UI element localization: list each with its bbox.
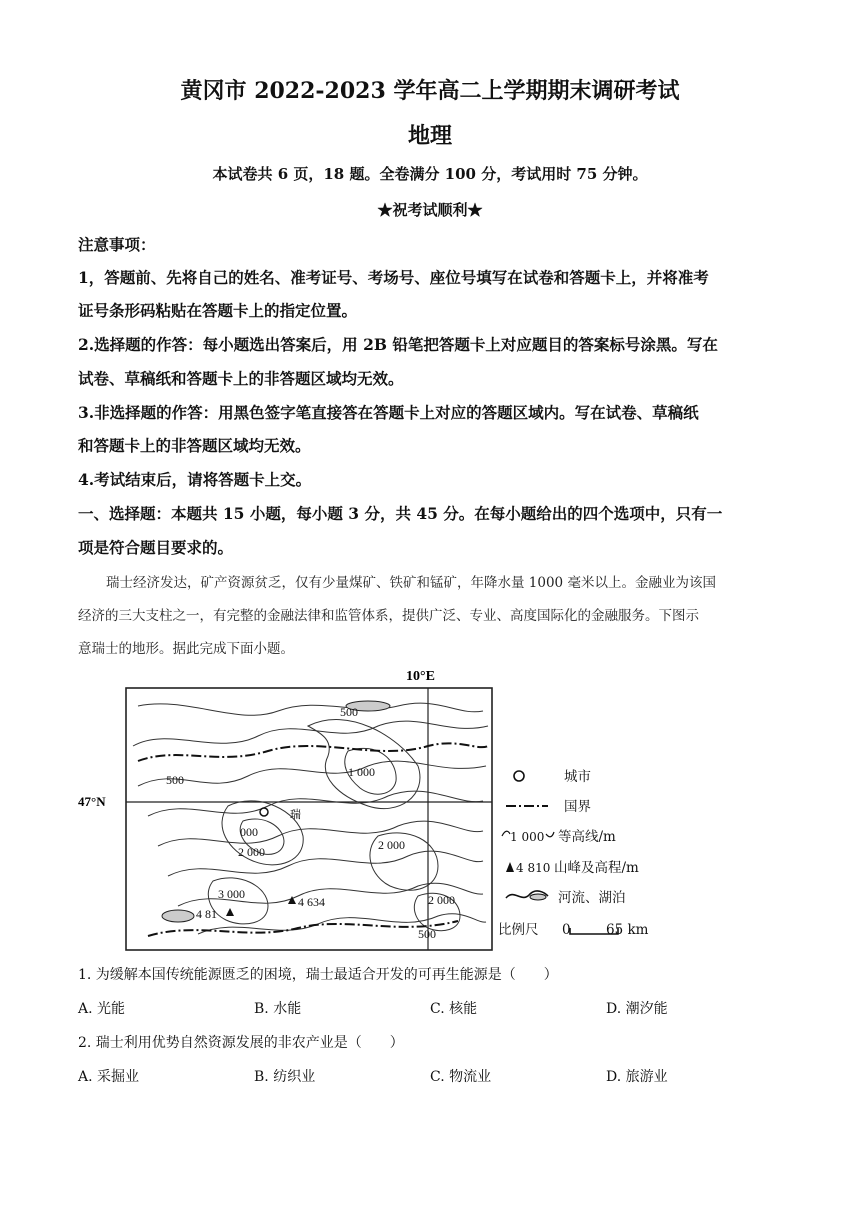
answer-option[interactable]: D. 潮汐能 (606, 1001, 668, 1017)
lat-label: 47°N (78, 794, 106, 809)
city-circle-icon (514, 771, 524, 781)
notes-line: 和答题卡上的非答题区域均无效。 (78, 436, 311, 455)
answer-option[interactable]: B. 水能 (254, 1001, 302, 1017)
exam-title: 黄冈市 2022-2023 学年高二上学期期末调研考试 (180, 78, 680, 104)
switzerland-topographic-map (78, 666, 678, 956)
notes-line: 试卷、草稿纸和答题卡上的非答题区域均无效。 (78, 369, 404, 388)
contour-label: 500 (418, 927, 436, 941)
scale-zero: 0 (562, 922, 571, 938)
subject-title: 地理 (407, 123, 452, 149)
scale-value: 65 km (606, 922, 649, 938)
exam-info: 本试卷共 6 页，18 题。全卷满分 100 分，考试用时 75 分钟。 (212, 165, 648, 183)
lon-label: 10°E (406, 669, 435, 684)
answer-option[interactable]: A. 光能 (78, 1001, 126, 1017)
contour-label: 2 000 (238, 845, 265, 859)
legend-label: 山峰及高程/m (554, 860, 639, 876)
question-stem: 2. 瑞士利用优势自然资源发展的非农产业是（ ） (78, 1035, 404, 1051)
notes-line: 证号条形码粘贴在答题卡上的指定位置。 (78, 301, 358, 320)
contour-label: 000 (240, 825, 258, 839)
contour-label: 500 (340, 705, 358, 719)
contour-label: 2 000 (428, 893, 455, 907)
scale-label: 比例尺 (498, 922, 539, 938)
national-border (138, 743, 488, 761)
legend-label: 河流、湖泊 (558, 890, 626, 906)
contour-label: 2 000 (378, 838, 405, 852)
notes-line: 3.非选择题的作答：用黑色签字笔直接答在答题卡上对应的答题区域内。写在试卷、草稿纸 (78, 403, 699, 422)
contour-label: 1 000 (348, 765, 375, 779)
answer-option[interactable]: A. 采掘业 (78, 1069, 140, 1085)
passage-line: 瑞士经济发达，矿产资源贫乏，仅有少量煤矿、铁矿和锰矿，年降水量 1000 毫米以上。金融业为该国 (106, 575, 716, 591)
legend-label: 城市 (564, 769, 591, 785)
legend-sample: 1 000 (510, 830, 545, 844)
answer-option[interactable]: B. 纺织业 (254, 1069, 316, 1085)
lake (162, 910, 194, 922)
peak-triangle-icon (506, 862, 514, 872)
contour-label: 500 (166, 773, 184, 787)
notes-line: 1，答题前、先将自己的姓名、准考证号、考场号、座位号填写在试卷和答题卡上，并将准考 (78, 268, 709, 287)
section-heading-cont: 项是符合题目要求的。 (78, 538, 234, 557)
section-heading: 一、选择题：本题共 15 小题，每小题 3 分，共 45 分。在每小题给出的四个选项中，只有一 (78, 504, 723, 523)
city-marker (260, 808, 268, 816)
legend-sample: 4 810 (516, 861, 551, 875)
answer-option[interactable]: C. 物流业 (430, 1069, 492, 1085)
contour-label: 3 000 (218, 887, 245, 901)
notes-line: 4.考试结束后，请将答题卡上交。 (78, 470, 312, 489)
legend-label: 国界 (564, 799, 591, 815)
contour-line-icon (502, 831, 510, 836)
passage-line: 经济的三大支柱之一，有完整的金融法律和监管体系，提供广泛、专业、高度国际化的金融服务。下图示 (78, 608, 699, 624)
answer-option[interactable]: D. 旅游业 (606, 1069, 668, 1085)
map-legend (498, 769, 649, 938)
question-stem: 1. 为缓解本国传统能源匮乏的困境，瑞士最适合开发的可再生能源是（ ） (78, 967, 558, 983)
answer-option[interactable]: C. 核能 (430, 1001, 478, 1017)
passage-line: 意瑞士的地形。据此完成下面小题。 (78, 641, 294, 657)
city-label: 瑞 (290, 808, 301, 821)
peak-label: 4 81 (196, 907, 217, 921)
notes-heading: 注意事项： (78, 235, 156, 254)
legend-label: 等高线/m (558, 829, 616, 845)
good-luck-line: ★祝考试顺利★ (377, 201, 483, 219)
peak-icon (226, 908, 234, 916)
notes-line: 2.选择题的作答：每小题选出答案后，用 2B 铅笔把答题卡上对应题目的答案标号涂黑。写在 (78, 335, 718, 354)
peak-label: 4 634 (298, 895, 325, 909)
